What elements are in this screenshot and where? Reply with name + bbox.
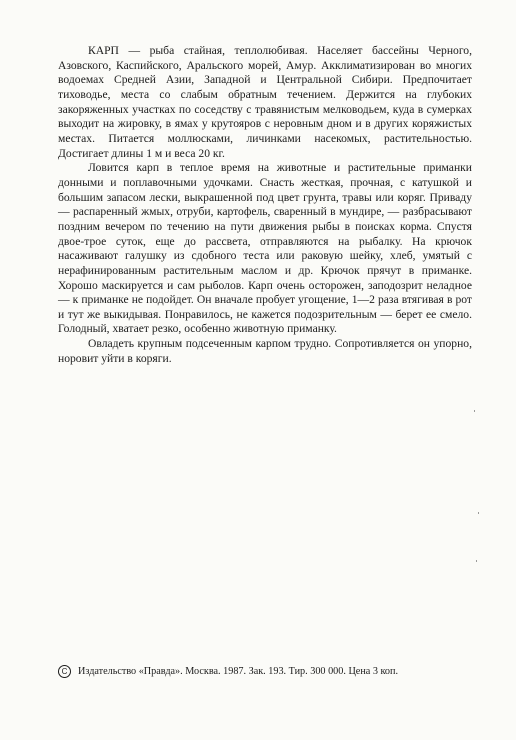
paragraph-description: КАРП — рыба стайная, теплолюбивая. Населяет бассейны Черного, Азовского, Каспийского, Аральского морей, Амур. Акклиматизирован во многих водоемах Средней Азии, Западной и Центральной Сибири. Предпочитает тиховодье, места со слабым обратным течением. Держится на глубоких закоряженных участках по соседству с травянистым мелководьем, куда в сумерках выходит на жировку, в ямах у крутояров с неровным дном и в других коряжистых местах. Питается моллюсками, личинками насекомых, растительностью. Достигает длины 1 м и веса 20 кг. — [58, 44, 472, 160]
speck — [474, 410, 475, 412]
speck — [476, 560, 477, 562]
article-body — [58, 44, 472, 366]
publisher-imprint — [58, 665, 478, 678]
paragraph-landing: Овладеть крупным подсеченным карпом трудно. Сопротивляется он упорно, норовит уйти в коряги. — [58, 337, 472, 365]
copyright-icon: С — [58, 665, 71, 678]
imprint-text: Издательство «Правда». Москва. 1987. Зак. 193. Тир. 300 000. Цена 3 коп. — [78, 666, 399, 677]
speck — [478, 512, 479, 514]
paragraph-fishing-method: Ловится карп в теплое время на животные и растительные приманки донными и поплавочными удочками. Снасть жесткая, прочная, с катушкой и большим запасом лески, выкрашенной под цвет грунта, травы или коряг. Приваду — распаренный жмых, отруби, картофель, сваренный в мундире, — разбрасывают поздним вечером по течению на пути движения рыбы в поисках корма. Спустя двое-трое суток, еще до рассвета, отправляются на рыбалку. На крючок насаживают галушку из сдобного теста или раковую шейку, хлеб, умятый с нерафинированным растительным маслом и др. Крючок прячут в приманке. Хорошо маскируется и сам рыболов. Карп очень осторожен, заподозрит неладное — к приманке не подойдет. Он вначале пробует угощение, 1—2 раза втягивая в рот и тут же выкидывая. Понравилось, не кажется подозрительным — берет ее смело. Голодный, хватает резко, особенно животную приманку. — [58, 161, 472, 336]
